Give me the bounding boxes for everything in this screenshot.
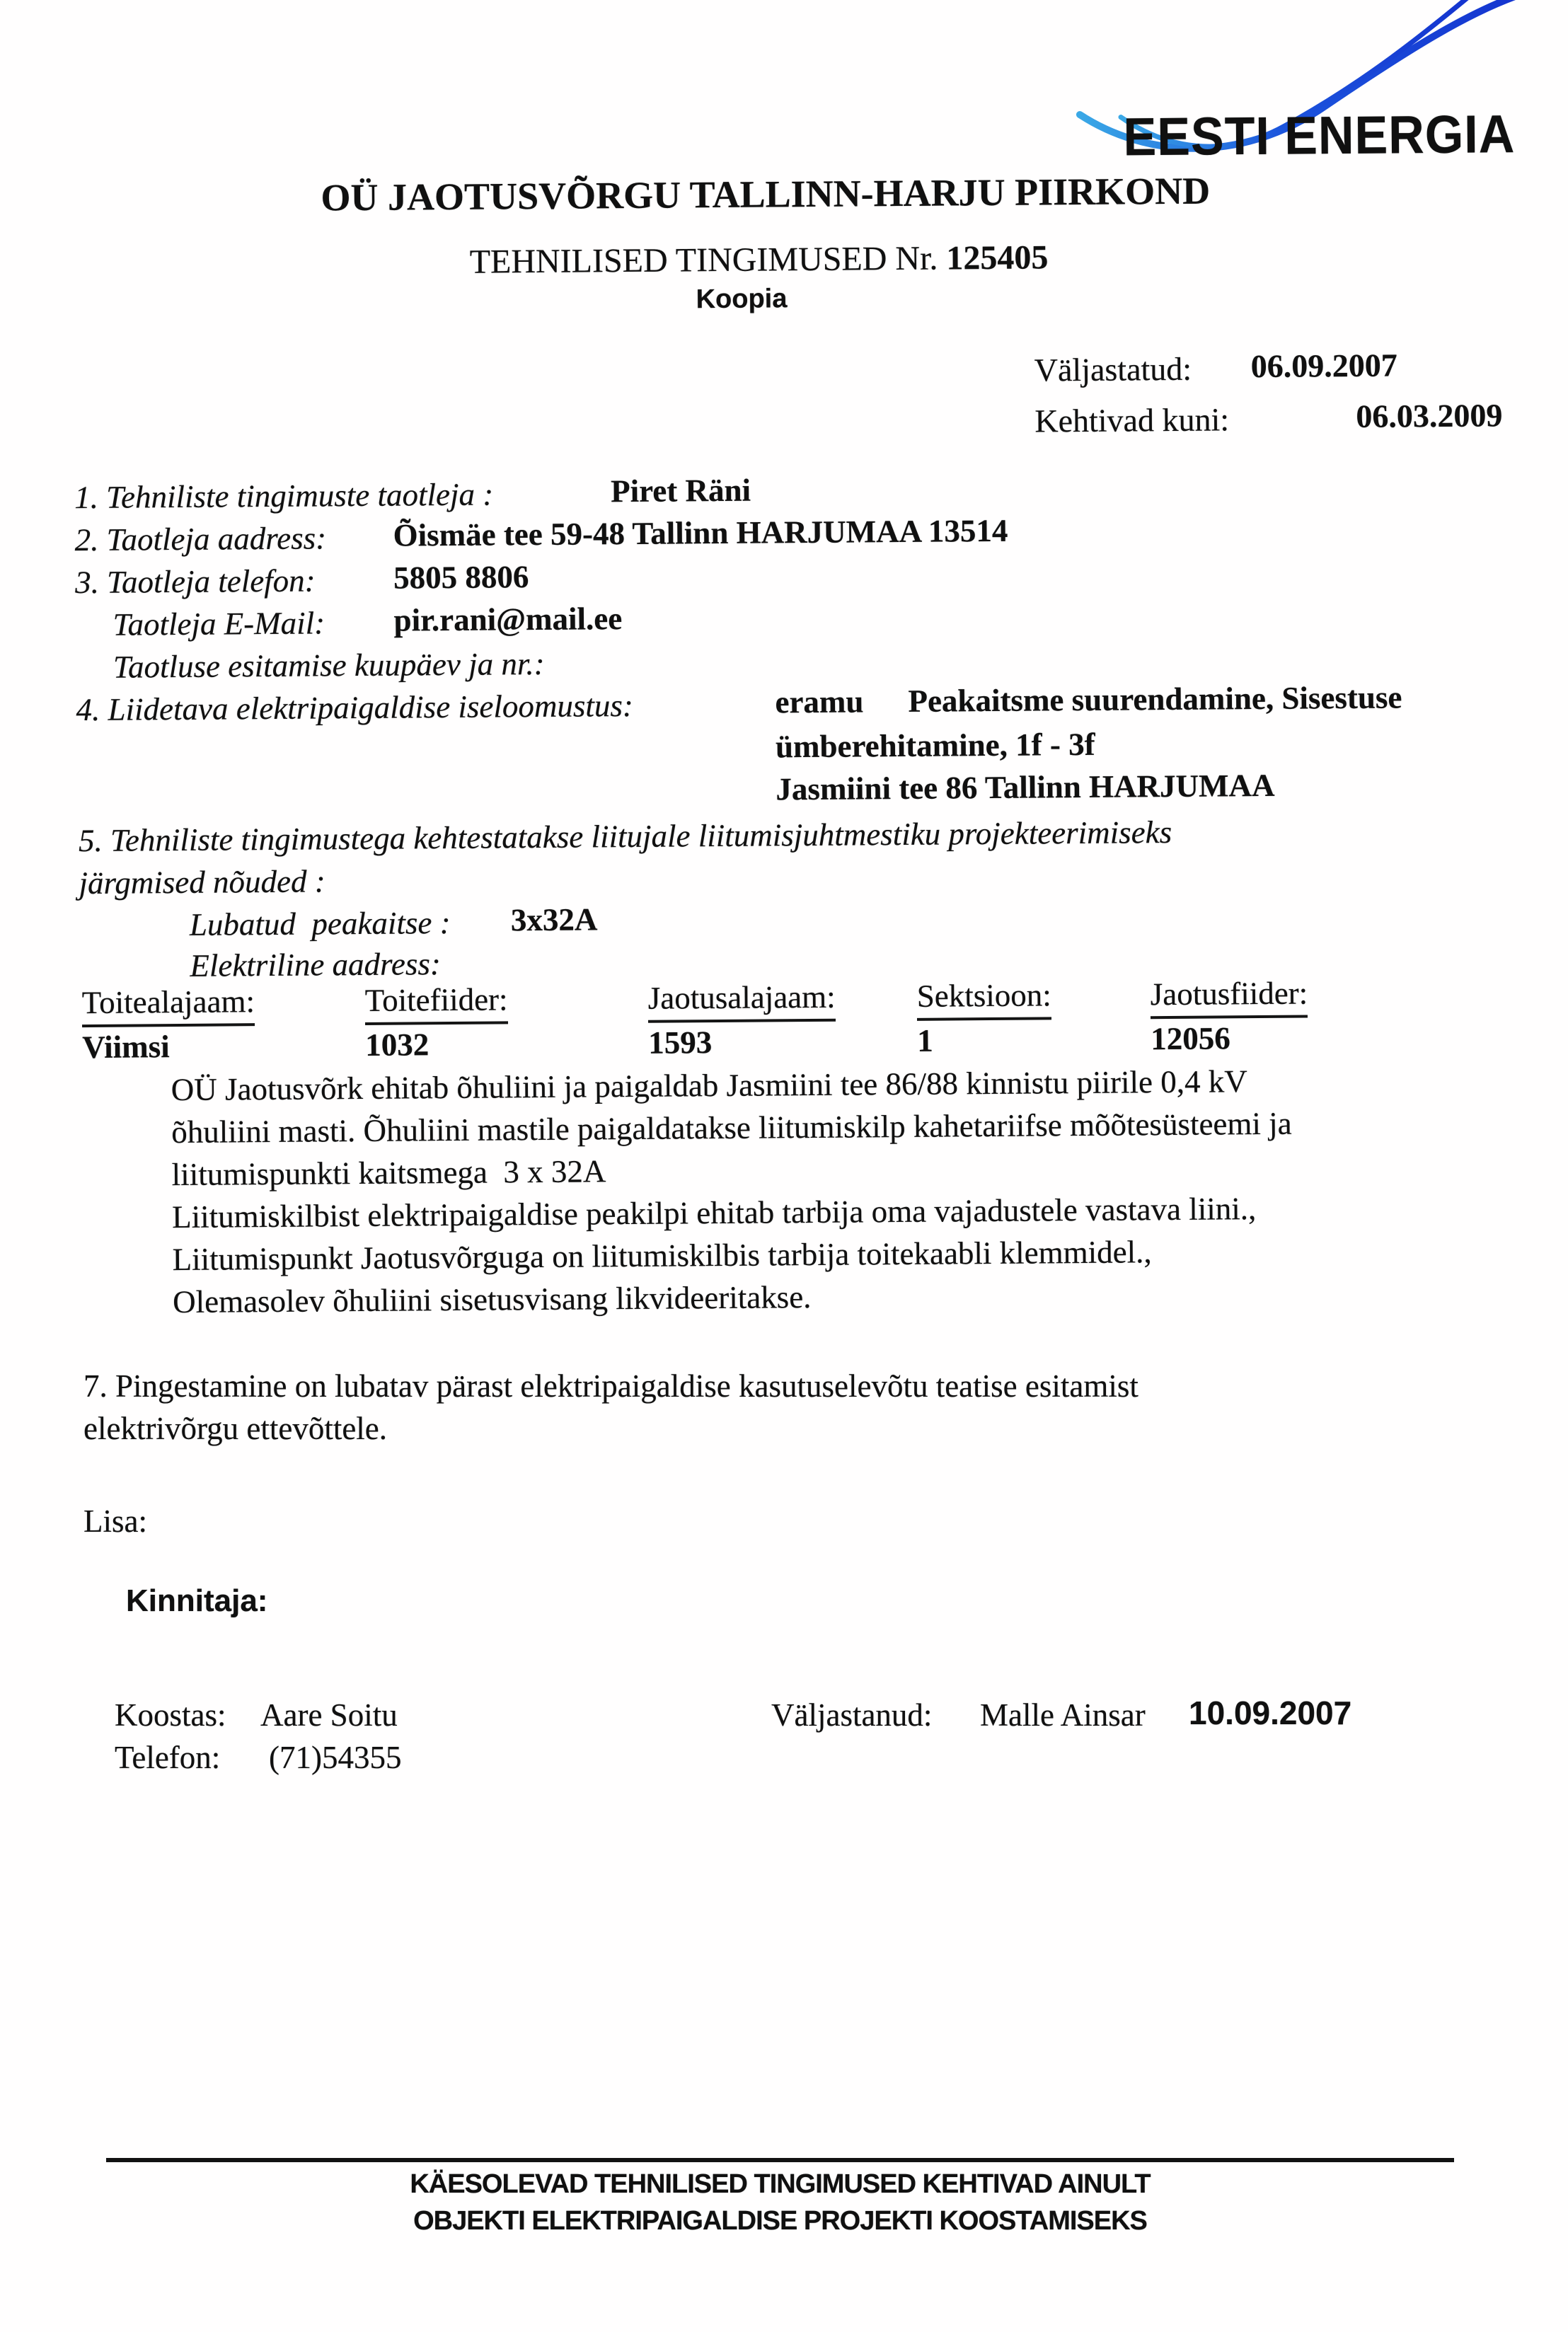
- attachment-label: Lisa:: [83, 1503, 147, 1539]
- issued-date: 06.09.2007: [1250, 347, 1397, 385]
- applicant-email-value: pir.rani@mail.ee: [393, 601, 623, 638]
- table-value-cell: 12056: [1151, 1020, 1230, 1057]
- table-header-cell: Toitefiider:: [365, 981, 508, 1025]
- submission-date-label: Taotluse esitamise kuupäev ja nr.:: [113, 645, 545, 685]
- applicant-address-value: Õismäe tee 59-48 Tallinn HARJUMAA 13514: [393, 512, 1008, 553]
- applicant-address-label: 2. Taotleja aadress:: [74, 520, 327, 558]
- valid-until-date: 06.03.2009: [1356, 397, 1503, 434]
- koostas-value: Aare Soitu: [260, 1697, 398, 1733]
- approver-label: Kinnitaja:: [126, 1583, 268, 1618]
- table-header-cell: Toitealajaam:: [82, 983, 255, 1027]
- requirements-line2: järgmised nõuded :: [79, 863, 325, 901]
- network-works-line: liitumispunkti kaitsmega 3 x 32A: [171, 1153, 606, 1193]
- network-works-line: Olemasolev õhuliini sisetusvisang likvideeritakse.: [172, 1279, 812, 1320]
- electrical-address-label: Elektriline aadress:: [190, 946, 442, 983]
- installation-type: eramu: [775, 683, 864, 720]
- valjastanud-value: Malle Ainsar: [980, 1697, 1146, 1733]
- network-works-line: OÜ Jaotusvõrk ehitab õhuliini ja paigaldab Jasmiini tee 86/88 kinnistu piirile 0,4 kV: [171, 1063, 1247, 1108]
- org-heading: OÜ JAOTUSVÕRGU TALLINN-HARJU PIIRKOND: [321, 169, 1211, 219]
- table-header-cell: Jaotusfiider:: [1151, 974, 1308, 1019]
- network-works-line: õhuliini masti. Õhuliini mastile paigaldatakse liitumiskilp kahetariifse mõõtesüsteemi ja: [171, 1105, 1292, 1150]
- installation-desc-line3: Jasmiini tee 86 Tallinn HARJUMAA: [776, 767, 1275, 807]
- allowed-fuse-label: Lubatud peakaitse :: [189, 905, 451, 942]
- footer-notice-line1: KÄESOLEVAD TEHNILISED TINGIMUSED KEHTIVAD AINULT: [410, 2169, 1151, 2199]
- table-value-cell: 1593: [648, 1024, 713, 1061]
- valid-until-label: Kehtivad kuni:: [1034, 401, 1230, 439]
- network-works-line: Liitumiskilbist elektripaigaldise peakilpi ehitab tarbija oma vajadustele vastava liini.,: [171, 1191, 1257, 1235]
- telefon-label: Telefon:: [115, 1740, 221, 1775]
- applicant-name-label: 1. Tehniliste tingimuste taotleja :: [74, 476, 494, 516]
- table-header-cell: Jaotusalajaam:: [648, 979, 836, 1023]
- koostas-label: Koostas:: [115, 1697, 226, 1733]
- valjastanud-date: 10.09.2007: [1189, 1695, 1352, 1731]
- applicant-phone-value: 5805 8806: [393, 559, 529, 596]
- valjastanud-label: Väljastanud:: [771, 1697, 933, 1733]
- requirements-line1: 5. Tehniliste tingimustega kehtestatakse liitujale liitumisjuhtmestiku projekteerimiseks: [78, 814, 1172, 859]
- brand-wordmark: EESTI ENERGIA: [1123, 104, 1516, 167]
- table-value-cell: Viimsi: [82, 1029, 170, 1066]
- applicant-email-label: Taotleja E-Mail:: [113, 605, 325, 642]
- energizing-line1: 7. Pingestamine on lubatav pärast elektripaigaldise kasutuselevõtu teatise esitamist: [83, 1368, 1138, 1404]
- applicant-name-value: Piret Räni: [610, 472, 751, 509]
- applicant-phone-label: 3. Taotleja telefon:: [74, 562, 316, 601]
- table-header-cell: Sektsioon:: [917, 976, 1052, 1020]
- allowed-fuse-value: 3x32A: [510, 901, 598, 938]
- copy-label: Koopia: [696, 284, 788, 315]
- footer-notice-line2: OBJEKTI ELEKTRIPAIGALDISE PROJEKTI KOOSTAMISEKS: [413, 2206, 1147, 2236]
- footer-rule: [106, 2158, 1454, 2162]
- doc-title-prefix: TEHNILISED TINGIMUSED Nr.: [469, 239, 938, 281]
- installation-label: 4. Liidetava elektripaigaldise iseloomustus:: [76, 687, 634, 728]
- issued-label: Väljastatud:: [1034, 350, 1192, 388]
- telefon-value: (71)54355: [269, 1740, 402, 1775]
- installation-desc-line1: Peakaitsme suurendamine, Sisestuse: [908, 679, 1402, 719]
- installation-desc-line2: ümberehitamine, 1f - 3f: [775, 726, 1095, 765]
- table-value-cell: 1032: [365, 1027, 430, 1063]
- table-value-cell: 1: [917, 1022, 933, 1058]
- network-works-line: Liitumispunkt Jaotusvõrguga on liitumiskilbis tarbija toitekaabli klemmidel.,: [172, 1234, 1152, 1278]
- energizing-line2: elektrivõrgu ettevõttele.: [83, 1411, 388, 1446]
- doc-number: 125405: [946, 238, 1049, 277]
